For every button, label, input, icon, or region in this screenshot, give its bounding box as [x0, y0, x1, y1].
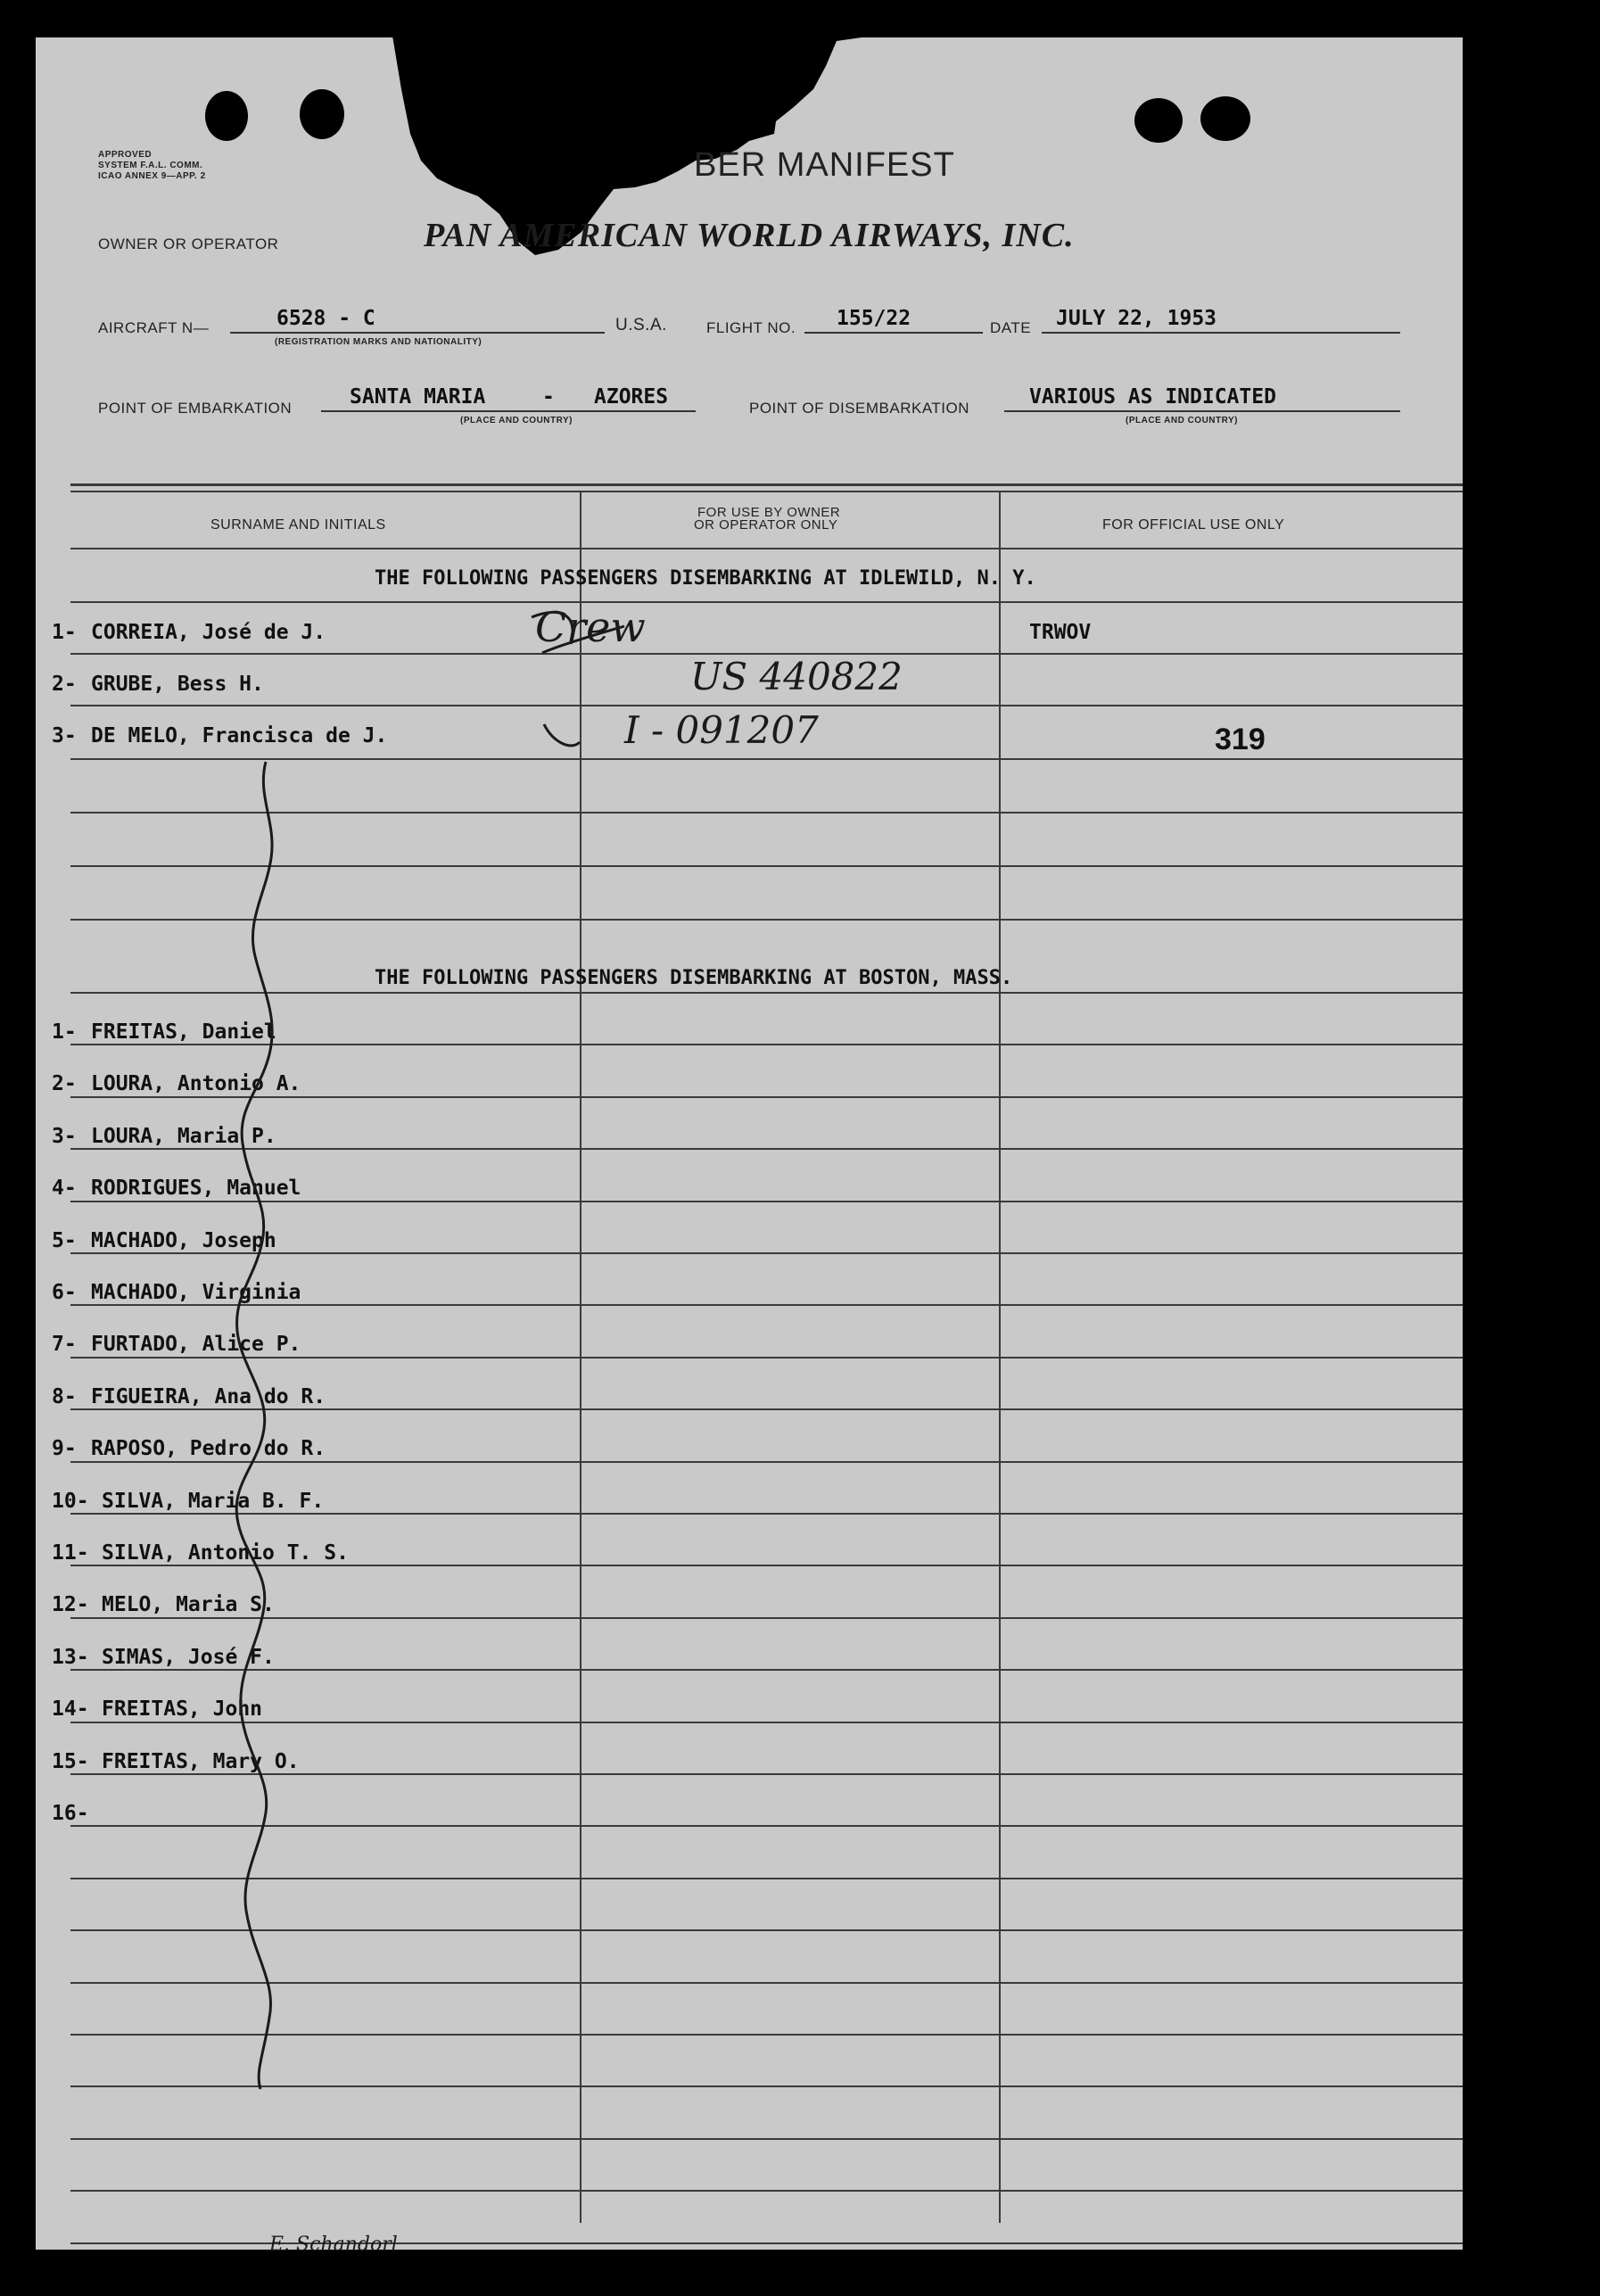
passenger-name: SILVA, Maria B. F. [102, 1490, 325, 1513]
passenger-name: FURTADO, Alice P. [91, 1333, 301, 1356]
date-value: JULY 22, 1953 [1056, 307, 1217, 330]
passenger-name: SILVA, Antonio T. S. [102, 1541, 349, 1565]
owner-label: OWNER OR OPERATOR [98, 235, 279, 252]
row-number: 1- [52, 621, 77, 644]
passenger-name: MACHADO, Joseph [91, 1229, 276, 1252]
owner-note: Crew [535, 603, 646, 651]
form-title: BER MANIFEST [694, 146, 955, 184]
date-label: DATE [990, 319, 1032, 336]
row-number: 4- [52, 1177, 77, 1200]
passenger-name: SIMAS, José F. [102, 1646, 275, 1669]
row-number: 13- [52, 1646, 89, 1669]
passenger-name: FIGUEIRA, Ana do R. [91, 1385, 326, 1408]
approval-line: ICAO ANNEX 9—APP. 2 [98, 171, 206, 181]
embarkation-dash: - [542, 385, 555, 409]
flight-label: FLIGHT NO. [706, 319, 796, 336]
passenger-name: LOURA, Maria P. [91, 1125, 276, 1148]
row-number: 15- [52, 1750, 89, 1773]
place-note: (PLACE AND COUNTRY) [1126, 416, 1238, 425]
airline-name: PAN AMERICAN WORLD AIRWAYS, INC. [424, 217, 1075, 254]
official-note: 319 [1215, 723, 1266, 756]
passenger-name: FREITAS, Mary O. [102, 1750, 300, 1773]
row-number: 1- [52, 1020, 77, 1044]
column-header-owner-1: FOR USE BY OWNER [697, 505, 841, 520]
nationality: U.S.A. [615, 316, 667, 334]
row-number: 12- [52, 1593, 89, 1616]
handwritten-bracket-line [36, 37, 1463, 2250]
passenger-name: LOURA, Antonio A. [91, 1072, 301, 1095]
row-number: 11- [52, 1541, 89, 1565]
row-number: 2- [52, 673, 77, 696]
row-number: 10- [52, 1490, 89, 1513]
disembarkation-value: VARIOUS AS INDICATED [1029, 385, 1276, 409]
registration-note: (REGISTRATION MARKS AND NATIONALITY) [275, 337, 482, 347]
place-note: (PLACE AND COUNTRY) [460, 416, 573, 425]
row-number: 9- [52, 1437, 77, 1460]
row-number: 8- [52, 1385, 77, 1408]
section-heading: THE FOLLOWING PASSENGERS DISEMBARKING AT BOSTON, MASS. [375, 967, 1013, 989]
official-note: TRWOV [1029, 621, 1092, 644]
embarkation-label: POINT OF EMBARKATION [98, 400, 293, 417]
column-header-surname: SURNAME AND INITIALS [210, 517, 386, 533]
row-number: 2- [52, 1072, 77, 1095]
passenger-name: RODRIGUES, Manuel [91, 1177, 301, 1200]
row-number: 3- [52, 724, 77, 747]
row-number: 5- [52, 1229, 77, 1252]
flight-value: 155/22 [837, 307, 911, 330]
aircraft-value: 6528 - C [276, 307, 375, 330]
row-number: 6- [52, 1281, 77, 1304]
row-number: 7- [52, 1333, 77, 1356]
passenger-name: DE MELO, Francisca de J. [91, 724, 388, 747]
passenger-name: FREITAS, Daniel [91, 1020, 276, 1044]
approval-line: APPROVED [98, 150, 153, 160]
signature-fragment: E. Schandorl [269, 2234, 398, 2256]
section-heading: THE FOLLOWING PASSENGERS DISEMBARKING AT IDLEWILD, N. Y. [375, 567, 1036, 590]
row-number: 3- [52, 1125, 77, 1148]
column-header-official: FOR OFFICIAL USE ONLY [1102, 517, 1285, 533]
manifest-page [36, 37, 1463, 2256]
passenger-name: CORREIA, José de J. [91, 621, 326, 644]
passenger-name: MACHADO, Virginia [91, 1281, 301, 1304]
passenger-name: FREITAS, John [102, 1697, 263, 1721]
embarkation-country: AZORES [594, 385, 669, 409]
owner-note: US 440822 [690, 655, 903, 698]
embarkation-place: SANTA MARIA [350, 385, 486, 409]
row-number: 16- [52, 1802, 89, 1825]
disembarkation-label: POINT OF DISEMBARKATION [749, 400, 970, 417]
column-header-owner-2: OR OPERATOR ONLY [694, 517, 838, 533]
passenger-name: MELO, Maria S. [102, 1593, 275, 1616]
approval-line: SYSTEM F.A.L. COMM. [98, 161, 203, 170]
aircraft-label: AIRCRAFT N— [98, 319, 210, 336]
owner-note: I - 091207 [624, 708, 819, 752]
passenger-name: GRUBE, Bess H. [91, 673, 264, 696]
row-number: 14- [52, 1697, 89, 1721]
passenger-name: RAPOSO, Pedro do R. [91, 1437, 326, 1460]
